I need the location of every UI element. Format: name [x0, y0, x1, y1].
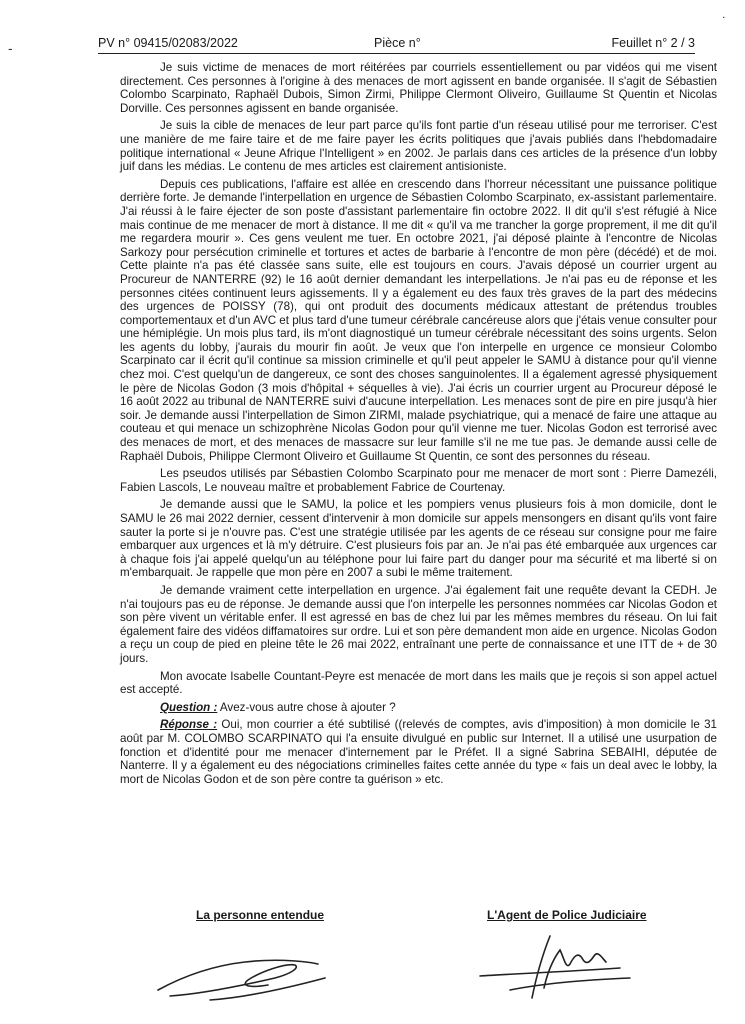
question-line [120, 701, 717, 715]
paragraph: Je demande vraiment cette interpellation en urgence. J'ai également fait une requête devant la CEDH. Je n'ai toujours pas eu de réponse. Je demande aussi que l'on interpelle les personnes nommées car Nicolas Godon et son père vivent un véritable enfer. Il est agressé en bas de chez lui par les mêmes membres du réseau. On lui fait également faire des vidéos diffamatoires sur ordre. Lui et son père demandent mon aide en urgence. Nicolas Godon a reçu un coup de pied en pleine tête le 26 mai 2022, entraînant une perte de connaissance et une ITT de + de 30 jours. [120, 583, 717, 665]
answer-text: Oui, mon courrier a été subtilisé ((relevés de comptes, avis d'imposition) à mon domicile le 31 août par M. COLOMBO SCARPINATO qui l'a ensuite divulgué en public sur Internet. Il a utilisé une usurpation de fonction et d'identité pour me menacer d'internement par le Préfet. Il a signé Sabrina SEBAIHI, députée de Nanterre. Il y a également eu des négociations criminelles faites cette année du type « fais un deal avec le lobby, la mort de Nicolas Godon et de son père contre ta guérison » etc. [120, 718, 717, 786]
scan-mark: - [8, 40, 13, 56]
officer-signature-label: L'Agent de Police Judiciaire [487, 908, 647, 922]
officer-signature-icon [470, 928, 640, 1013]
scan-mark: ˙ [722, 14, 727, 30]
answer-label: Réponse : [160, 718, 218, 732]
paragraph: Je demande aussi que le SAMU, la police et les pompiers venus plusieurs fois à mon domicile, dont le SAMU le 26 mai 2022 dernier, cessent d'intervenir à mon domicile sur appels mensongers en disant qu'ils vont faire sauter la porte si je n'ouvre pas. C'est une stratégie utilisée par les agents de ce réseau sur consigne pour me faire embarquer aux urgences et là m'y détruire. C'est plusieurs fois par an. Je n'ai pas été embarquée aux urgences car à chaque fois j'ai appelé quelqu'un au téléphone pour lui faire part du danger pour ma sécurité et ma liberté si on m'embarquait. Je rappelle que mon père en 2007 a subi le même traitement. [120, 498, 717, 580]
witness-signature-icon [150, 938, 340, 1008]
sheet-number: Feuillet n° 2 / 3 [611, 36, 695, 50]
answer-line [120, 718, 717, 786]
question-label: Question : [160, 700, 218, 714]
paragraph: Depuis ces publications, l'affaire est allée en crescendo dans l'horreur nécessitant une puissance politique derrière forte. Je demande l'interpellation en urgence de Sébastien Colombo Scarpinato, ex-assistant parlementaire. J'ai réussi à le faire éjecter de son poste d'assistant parlementaire fin octobre 2022. Il dit qu'il s'est réfugié à Nice mais continue de me menacer de mort à distance. Il me dit « qu'il va me trancher la gorge proprement, il me dit qu'il me regardera mourir ». Ces gens veulent me tuer. En octobre 2021, j'ai déposé plainte à l'encontre de Nicolas Sarkozy pour persécution criminelle et tortures et actes de barbarie à l'encontre de mon père (décédé) et de moi. Cette plainte n'a pas été classée sans suite, elle est toujours en cours. J'avais déposé un courrier urgent au Procureur de NANTERRE (92) le 16 août dernier demandant les interpellations. Je n'ai pas eu de réponse et les personnes citées continuent leurs agissements. Il y a également eu des faux très graves de la part des médecins des urgences de POISSY (78), qui ont produit des documents médicaux attestant de prétendus troubles comportementaux et d'un AVC et plus tard d'une tumeur cérébrale cancéreuse alors que j'étais venue consulter pour une hémiplégie. Un mois plus tard, ils m'ont diagnostiqué un tumeur cérébrale nécessitant des soins urgents. Selon les agents du lobby, j'aurais du mourir fin août. Je veux que l'on interpelle en urgence ce monsieur Colombo Scarpinato car il écrit qu'il continue sa mission criminelle et qu'il peut appeler le SAMU à distance pour qu'il vienne chez moi. C'est quelqu'un de dangereux, ce sont des choses sanguinolentes. Il a également agressé physiquement le père de Nicolas Godon (3 mois d'hôpital + séquelles à vie). J'ai écris un courrier urgent au Procureur déposé le 16 août 2022 au tribunal de NANTERRE suivi d'aucune interpellation. Les menaces sont de pire en pire jusqu'à hier soir. Je demande aussi l'interpellation de Simon ZIRMI, malade psychiatrique, qui a menacé de faire une attaque au couteau et qui menace un schizophrène Nicolas Godon pour qu'il vienne me tuer. Nicolas Godon est terrorisé avec des menaces de mort, et des menaces de massacre sur leur famille s'il ne me tue pas. Je demande aussi celle de Raphaël Dubois, Philippe Clermont Oliveiro et Guillaume St Quentin, ce sont des personnes du réseau. [120, 177, 717, 463]
question-text: Avez-vous autre chose à ajouter ? [217, 700, 396, 714]
paragraph: Les pseudos utilisés par Sébastien Colombo Scarpinato pour me menacer de mort sont : Pierre Damezéli, Fabien Lascols, Le nouveau maître et probablement Fabrice de Courtenay. [120, 467, 717, 494]
paragraph: Mon avocate Isabelle Countant-Peyre est menacée de mort dans les mails que je reçois si son appel actuel est accepté. [120, 669, 717, 697]
header-rule [98, 53, 695, 54]
piece-number: Pièce n° [374, 36, 421, 50]
witness-signature-label: La personne entendue [196, 908, 325, 922]
paragraph: Je suis la cible de menaces de leur part parce qu'ils font partie d'un réseau utilisé pour me terroriser. C'est une manière de me faire taire et de me faire payer les écrits politiques que j'avais publiés dans l'hebdomadaire politique international « Jeune Afrique l'Intelligent » en 2002. Je parlais dans ces articles de la présence d'un lobby juif dans les médias. Le contenu de mes articles est clairement antisioniste. [120, 119, 717, 174]
signature-block [120, 908, 717, 1018]
pv-number: PV n° 09415/02083/2022 [98, 36, 238, 50]
paragraph: Je suis victime de menaces de mort réitérées par courriels essentiellement ou par vidéos qui me visent directement. Ces personnes à l'origine à des menaces de mort agissent en bande organisée. Il s'agit de Sébastien Colombo Scarpinato, Raphaël Dubois, Simon Zirmi, Philippe Clermont Oliveiro, Guillaume St Quentin et Nicolas Dorville. Ces personnes agissent en bande organisée. [120, 61, 717, 115]
page-header [98, 36, 695, 54]
statement-body [120, 61, 717, 790]
